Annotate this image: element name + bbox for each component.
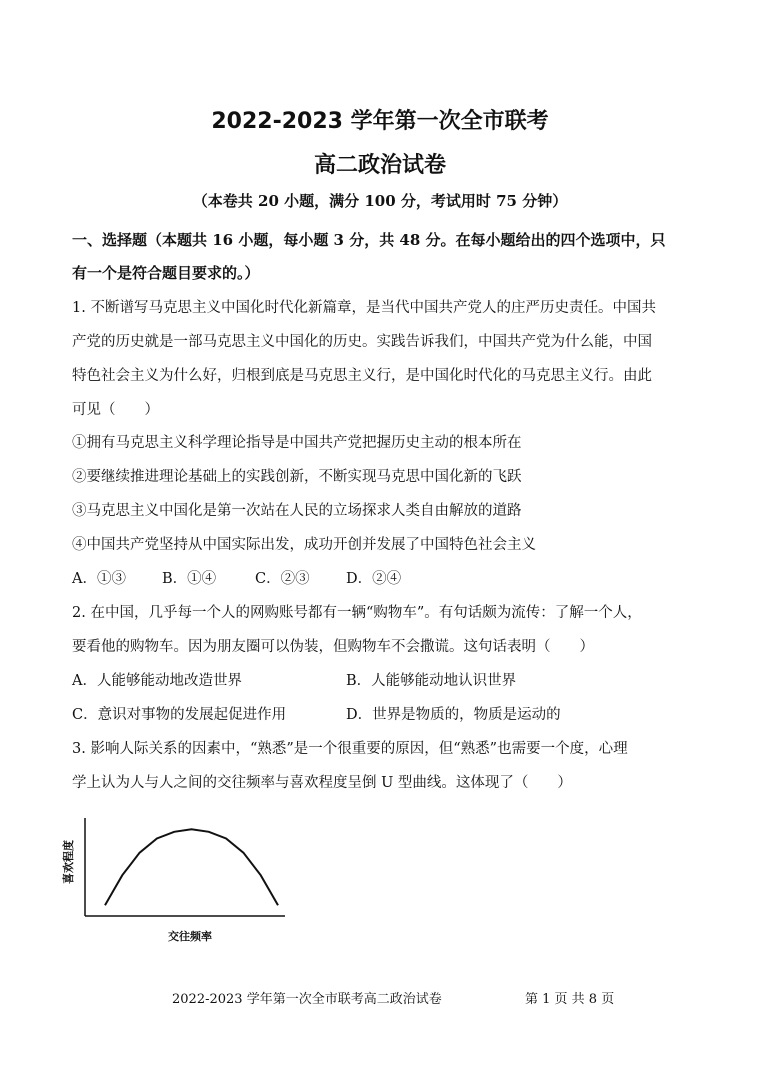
q1-line: 1. 不断谱写马克思主义中国化时代化新篇章，是当代中国共产党人的庄严历史责任。中国共 bbox=[72, 300, 656, 316]
q1-statement: ③马克思主义中国化是第一次站在人民的立场探求人类自由解放的道路 bbox=[72, 503, 522, 519]
q3-line: 3. 影响人际关系的因素中，“熟悉”是一个很重要的原因，但“熟悉”也需要一个度，心理 bbox=[72, 741, 628, 757]
q1-option-a: A．①③ bbox=[72, 571, 126, 587]
q1-statement: ②要继续推进理论基础上的实践创新，不断实现马克思中国化新的飞跃 bbox=[72, 469, 522, 485]
inverted-u-chart bbox=[60, 812, 292, 952]
q1-option-b: B．①④ bbox=[162, 571, 217, 587]
q1-option-d: D．②④ bbox=[346, 571, 402, 587]
q1-statement: ①拥有马克思主义科学理论指导是中国共产党把握历史主动的根本所在 bbox=[72, 435, 522, 451]
section-heading-line1: 一、选择题（本题共 16 小题，每小题 3 分，共 48 分。在每小题给出的四个选项中，只 bbox=[72, 231, 666, 249]
exam-subtitle: 高二政治试卷 bbox=[313, 153, 446, 178]
q2-line: 2. 在中国，几乎每一个人的网购账号都有一辆“购物车”。有句话颇为流传：了解一个人， bbox=[72, 605, 642, 621]
q3-line: 学上认为人与人之间的交往频率与喜欢程度呈倒 U 型曲线。这体现了（ ） bbox=[72, 775, 572, 791]
q1-option-c: C．②③ bbox=[255, 571, 310, 587]
q1-line: 特色社会主义为什么好，归根到底是马克思主义行，是中国化时代化的马克思主义行。由此 bbox=[72, 368, 652, 384]
q2-option-d: D．世界是物质的，物质是运动的 bbox=[346, 707, 561, 723]
exam-title: 2022-2023 学年第一次全市联考 bbox=[211, 109, 549, 134]
q2-line: 要看他的购物车。因为朋友圈可以伪装，但购物车不会撒谎。这句话表明（ ） bbox=[72, 639, 594, 655]
series-line bbox=[105, 829, 278, 905]
q2-option-a: A．人能够能动地改造世界 bbox=[72, 673, 242, 689]
q1-statement: ④中国共产党坚持从中国实际出发，成功开创并发展了中国特色社会主义 bbox=[72, 537, 536, 553]
exam-note: （本卷共 20 小题，满分 100 分，考试用时 75 分钟） bbox=[192, 192, 568, 210]
x-axis-label: 交往频率 bbox=[168, 930, 212, 943]
q1-line: 产党的历史就是一部马克思主义中国化的历史。实践告诉我们，中国共产党为什么能，中国 bbox=[72, 334, 652, 350]
q2-option-c: C．意识对事物的发展起促进作用 bbox=[72, 707, 287, 723]
q1-line: 可见（ ） bbox=[72, 402, 159, 418]
footer-page-number: 第 1 页 共 8 页 bbox=[525, 992, 615, 1007]
y-axis-label: 喜欢程度 bbox=[62, 840, 75, 884]
section-heading-line2: 有一个是符合题目要求的。） bbox=[72, 264, 260, 282]
footer-doc-title: 2022-2023 学年第一次全市联考高二政治试卷 bbox=[172, 992, 442, 1007]
q2-option-b: B．人能够能动地认识世界 bbox=[346, 673, 517, 689]
